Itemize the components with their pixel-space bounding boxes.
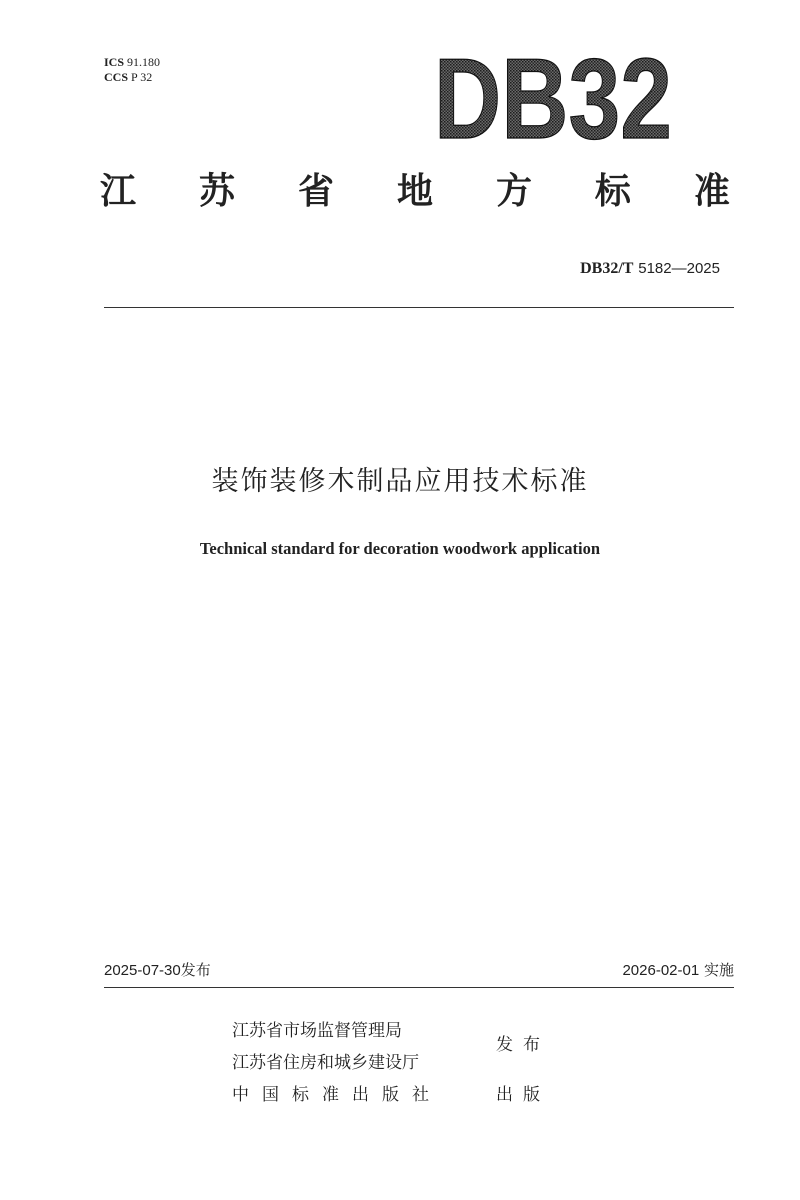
title-char: 江 (100, 171, 137, 212)
title-char: 省 (297, 171, 334, 212)
db32-logo-text: DB32 (434, 36, 672, 163)
role-issue: 发布 (496, 1035, 550, 1055)
org-publisher: 中国标准出版社 (232, 1085, 442, 1105)
standard-number (580, 258, 720, 279)
issue-date (104, 960, 211, 981)
ics-value: 91.180 (127, 55, 161, 69)
effective-date-value: 2026-02-01 (622, 962, 700, 979)
ccs-label: CCS (104, 70, 129, 84)
db32-logo-graphic (432, 36, 676, 163)
standard-number-prefix: DB32/T (580, 260, 634, 277)
title-char: 地 (396, 171, 433, 212)
document-title-en: Technical standard for decoration woodwork application (199, 539, 601, 558)
bottom-divider (104, 987, 734, 988)
ccs-code (104, 70, 160, 85)
org-market-regulation: 江苏省市场监督管理局 (232, 1021, 402, 1041)
standard-number-value: 5182—2025 (638, 260, 720, 277)
effective-date (622, 960, 734, 981)
issuing-organizations (232, 1015, 442, 1111)
ics-label: ICS (104, 55, 125, 69)
standard-category-title (100, 168, 730, 216)
org-housing-construction: 江苏省住房和城乡建设厅 (232, 1053, 419, 1073)
title-char: 苏 (198, 171, 235, 212)
issue-date-value: 2025-07-30 (104, 962, 181, 979)
top-divider (104, 307, 734, 308)
issue-date-label: 发布 (180, 961, 211, 979)
role-publish: 出版 (496, 1085, 550, 1105)
db32-logo (432, 36, 676, 163)
document-title-zh: 装饰装修木制品应用技术标准 (211, 466, 589, 497)
effective-date-label: 实施 (703, 961, 734, 979)
title-char: 标 (594, 171, 631, 212)
classification-codes (104, 55, 160, 85)
ccs-value: P 32 (131, 70, 153, 84)
ics-code (104, 55, 160, 70)
title-char: 方 (495, 171, 532, 212)
title-char: 准 (693, 171, 730, 212)
